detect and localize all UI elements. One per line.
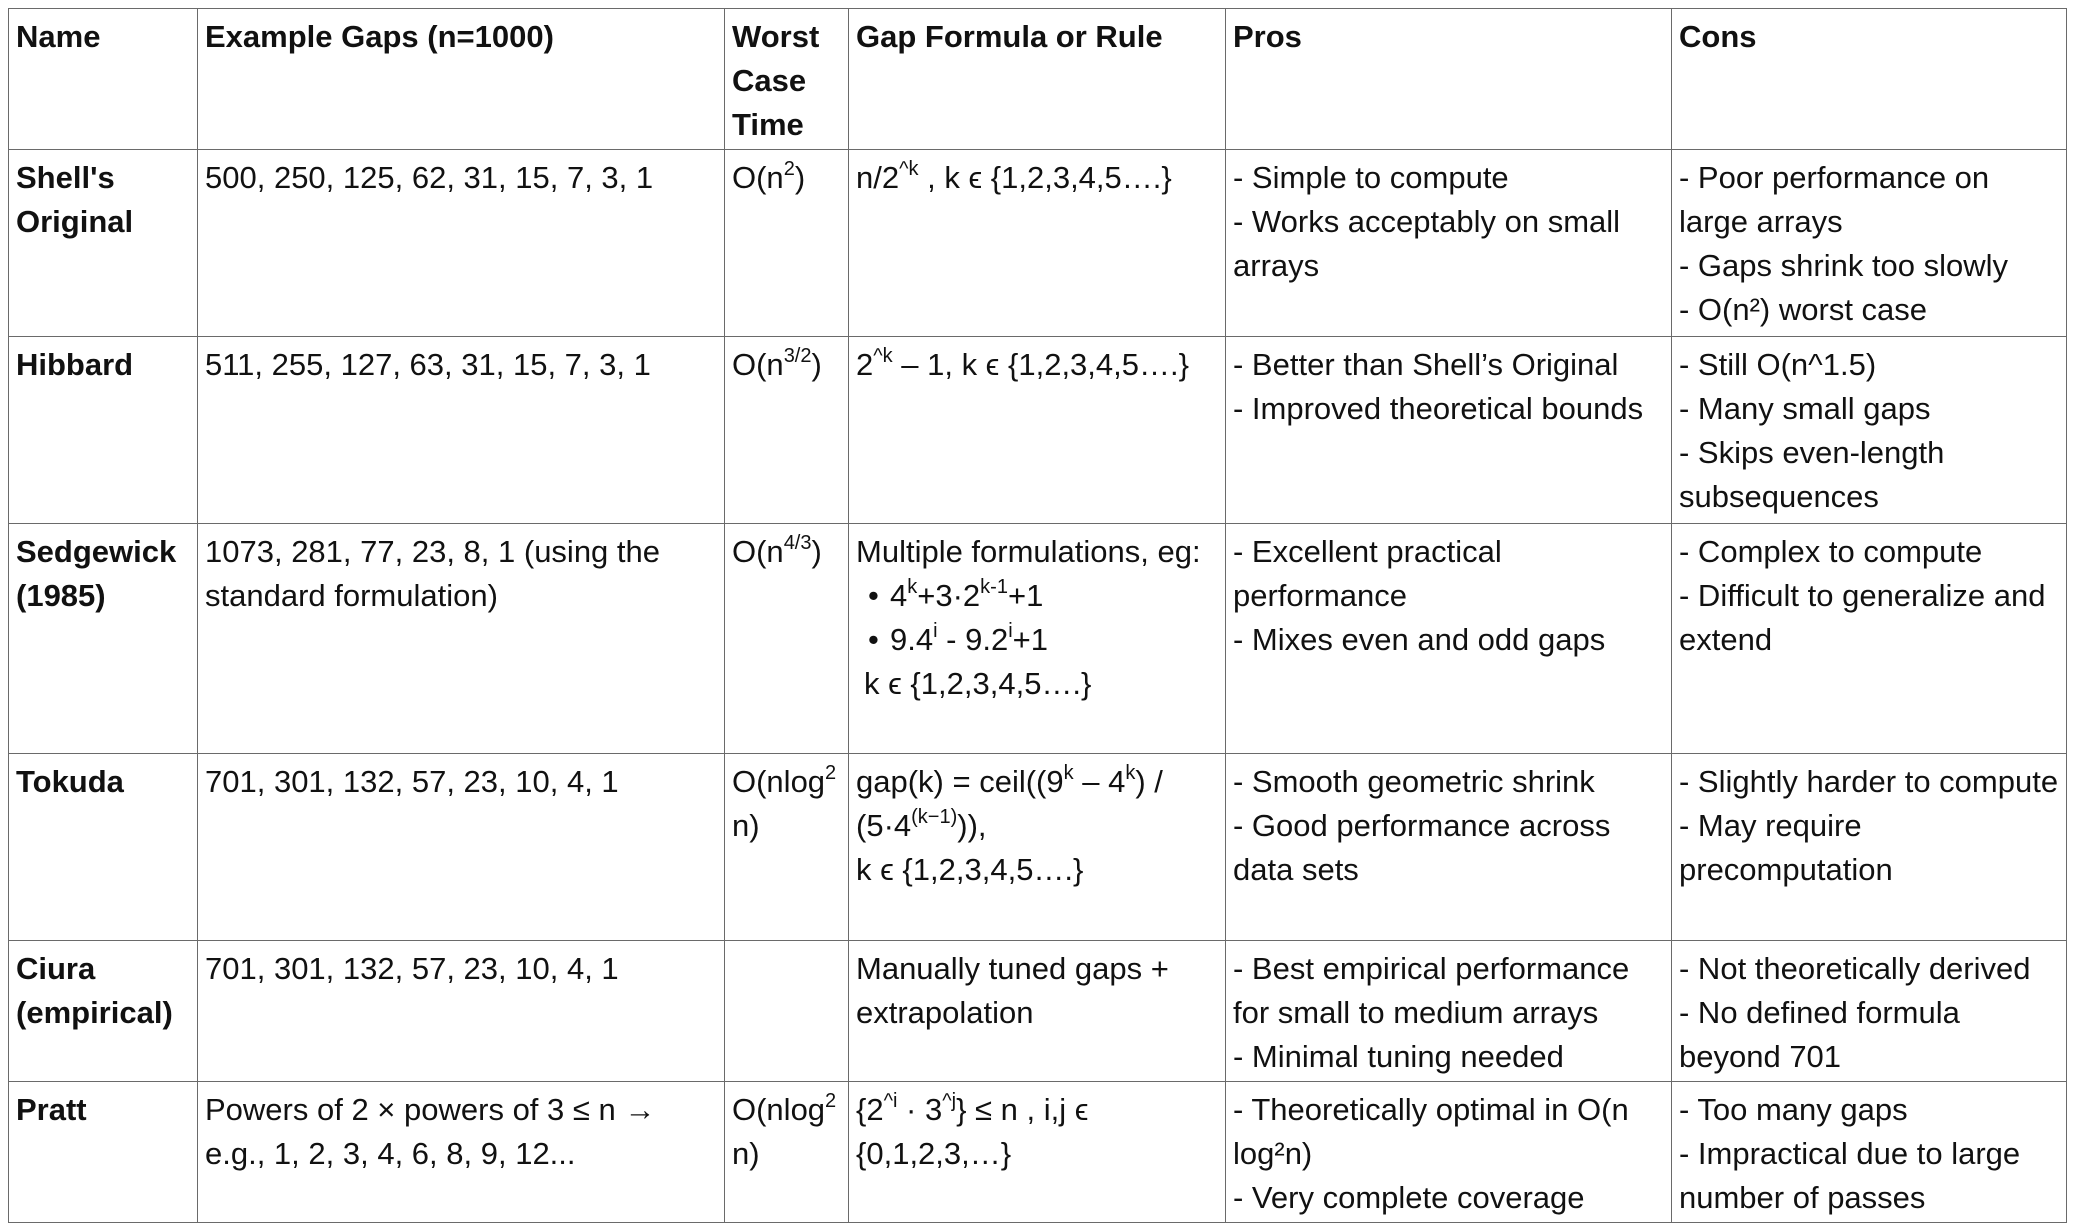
- pros-item: - Very complete coverage: [1233, 1180, 1585, 1215]
- cons-item: - Complex to compute: [1679, 534, 1983, 569]
- formula-sup: k: [907, 575, 918, 598]
- formula-main: [856, 760, 1218, 848]
- table-row-shells-original: [9, 150, 2067, 337]
- pros-item: - Minimal tuning needed: [1233, 1039, 1564, 1074]
- formula-sup: k-1: [980, 575, 1008, 598]
- formula-part: n/2: [856, 160, 900, 195]
- row-worst-case: [725, 150, 849, 337]
- row-example-gaps: 511, 255, 127, 63, 31, 15, 7, 3, 1: [198, 337, 725, 524]
- row-example-gaps: 1073, 281, 77, 23, 8, 1 (using the standard formulation): [198, 524, 725, 754]
- formula-intro: Multiple formulations, eg:: [856, 534, 1201, 569]
- worst-sup: 2: [783, 157, 795, 180]
- row-pros: [1226, 150, 1672, 337]
- pros-item: - Works acceptably on small arrays: [1233, 204, 1621, 283]
- formula-sup: i: [1008, 619, 1013, 642]
- cons-item: - No defined formula beyond 701: [1679, 995, 1960, 1074]
- formula-part: +1: [1007, 578, 1044, 613]
- shell-sort-gap-table: [8, 8, 2067, 1223]
- row-cons: [1672, 337, 2067, 524]
- header-example-gaps: Example Gaps (n=1000): [198, 9, 725, 150]
- cons-item: - O(n²) worst case: [1679, 292, 1928, 327]
- header-worst-case-time: Worst Case Time: [725, 9, 849, 150]
- row-cons: [1672, 754, 2067, 941]
- row-gap-formula: Manually tuned gaps + extrapolation: [849, 941, 1226, 1082]
- formula-part: 4: [890, 578, 908, 613]
- cons-item: - Many small gaps: [1679, 391, 1931, 426]
- row-example-gaps: Powers of 2 × powers of 3 ≤ n → e.g., 1, 2, 3, 4, 6, 8, 9, 12...: [198, 1082, 725, 1223]
- header-cons: Cons: [1672, 9, 2067, 150]
- formula-sup: ^j: [942, 1089, 957, 1112]
- formula-domain: k ϵ {1,2,3,4,5….}: [864, 666, 1092, 701]
- formula-part: – 4: [1073, 764, 1126, 799]
- worst-sup: 2: [825, 1089, 837, 1112]
- formula-sup: k: [1125, 761, 1136, 784]
- table-row-sedgewick: [9, 524, 2067, 754]
- row-worst-case: [725, 941, 849, 1082]
- row-gap-formula: [849, 1082, 1226, 1223]
- header-pros: Pros: [1226, 9, 1672, 150]
- formula-part: +3·2: [917, 578, 981, 613]
- worst-tail: ): [794, 160, 806, 195]
- row-gap-formula: [849, 337, 1226, 524]
- worst-tail: ): [811, 534, 822, 569]
- formula-part: )),: [957, 808, 987, 843]
- worst-sup: 4/3: [783, 531, 812, 554]
- formula-part: 2: [856, 347, 874, 382]
- row-pros: [1226, 337, 1672, 524]
- worst-base: O(n: [732, 347, 784, 382]
- row-name: Ciura (empirical): [9, 941, 198, 1082]
- row-pros: [1226, 524, 1672, 754]
- cons-item: - Difficult to generalize and extend: [1679, 578, 2046, 657]
- row-name: Tokuda: [9, 754, 198, 941]
- formula-part: +1: [1012, 622, 1049, 657]
- cons-item: - Skips even-length subsequences: [1679, 435, 1945, 514]
- formula-domain: k ϵ {1,2,3,4,5….}: [856, 852, 1084, 887]
- worst-tail: n): [732, 808, 760, 843]
- pros-item: - Good performance across data sets: [1233, 808, 1611, 887]
- formula-part: } ≤ n , i,j ϵ {0,1,2,3,…}: [856, 1092, 1089, 1171]
- formula-sup: (k−1): [911, 805, 958, 828]
- worst-base: O(n: [732, 534, 784, 569]
- formula-part: 9.4: [890, 622, 934, 657]
- row-pros: [1226, 754, 1672, 941]
- worst-sup: 3/2: [783, 344, 812, 367]
- formula-bullet: [856, 618, 1218, 662]
- row-name: Shell's Original: [9, 150, 198, 337]
- pros-item: - Improved theoretical bounds: [1233, 391, 1644, 426]
- row-worst-case: [725, 337, 849, 524]
- row-example-gaps: 500, 250, 125, 62, 31, 15, 7, 3, 1: [198, 150, 725, 337]
- formula-bullet: [856, 574, 1218, 618]
- pros-item: - Simple to compute: [1233, 160, 1509, 195]
- row-gap-formula: [849, 150, 1226, 337]
- worst-tail: n): [732, 1136, 760, 1171]
- formula-part: {2: [856, 1092, 884, 1127]
- formula-sup: i: [933, 619, 938, 642]
- row-cons: [1672, 524, 2067, 754]
- row-pros: [1226, 1082, 1672, 1223]
- row-example-gaps: 701, 301, 132, 57, 23, 10, 4, 1: [198, 754, 725, 941]
- worst-sup: 2: [825, 761, 837, 784]
- row-pros: [1226, 941, 1672, 1082]
- cons-item: - Not theoretically derived: [1679, 951, 2031, 986]
- formula-sup: k: [1063, 761, 1074, 784]
- formula-part: – 1, k ϵ {1,2,3,4,5….}: [892, 347, 1189, 382]
- formula-part: - 9.2: [937, 622, 1009, 657]
- formula-sup: ^k: [899, 157, 919, 180]
- cons-item: - Too many gaps: [1679, 1092, 1908, 1127]
- table-row-tokuda: [9, 754, 2067, 941]
- formula-sup: ^k: [873, 344, 893, 367]
- formula-sup: ^i: [883, 1089, 898, 1112]
- row-name: Pratt: [9, 1082, 198, 1223]
- worst-base: O(nlog: [732, 764, 826, 799]
- formula-part: · 3: [897, 1092, 943, 1127]
- cons-item: - Poor performance on large arrays: [1679, 160, 1990, 239]
- worst-base: O(nlog: [732, 1092, 826, 1127]
- formula-part: ) / (5·4: [856, 764, 1163, 843]
- row-gap-formula: [849, 524, 1226, 754]
- row-name: Sedgewick (1985): [9, 524, 198, 754]
- row-gap-formula: [849, 754, 1226, 941]
- pros-item: - Best empirical performance for small to medium arrays: [1233, 951, 1630, 1030]
- cons-item: - Still O(n^1.5): [1679, 347, 1877, 382]
- row-name: Hibbard: [9, 337, 198, 524]
- pros-item: - Mixes even and odd gaps: [1233, 622, 1606, 657]
- row-cons: [1672, 1082, 2067, 1223]
- cons-item: - Impractical due to large number of passes: [1679, 1136, 2021, 1215]
- formula-part: gap(k) = ceil((9: [856, 764, 1064, 799]
- cons-item: - May require precomputation: [1679, 808, 1893, 887]
- formula-part: , k ϵ {1,2,3,4,5….}: [918, 160, 1172, 195]
- row-worst-case: [725, 1082, 849, 1223]
- cons-item: - Slightly harder to compute: [1679, 764, 2059, 799]
- row-worst-case: [725, 524, 849, 754]
- row-worst-case: [725, 754, 849, 941]
- table-row-pratt: [9, 1082, 2067, 1223]
- header-gap-formula: Gap Formula or Rule: [849, 9, 1226, 150]
- header-row: [9, 9, 2067, 150]
- worst-tail: ): [811, 347, 822, 382]
- pros-item: - Smooth geometric shrink: [1233, 764, 1595, 799]
- table-row-ciura: [9, 941, 2067, 1082]
- pros-item: - Theoretically optimal in O(n log²n): [1233, 1092, 1629, 1171]
- row-cons: [1672, 941, 2067, 1082]
- row-example-gaps: 701, 301, 132, 57, 23, 10, 4, 1: [198, 941, 725, 1082]
- pros-item: - Excellent practical performance: [1233, 534, 1502, 613]
- worst-base: O(n: [732, 160, 784, 195]
- pros-item: - Better than Shell’s Original: [1233, 347, 1619, 382]
- row-cons: [1672, 150, 2067, 337]
- cons-item: - Gaps shrink too slowly: [1679, 248, 2009, 283]
- table-row-hibbard: [9, 337, 2067, 524]
- header-name: Name: [9, 9, 198, 150]
